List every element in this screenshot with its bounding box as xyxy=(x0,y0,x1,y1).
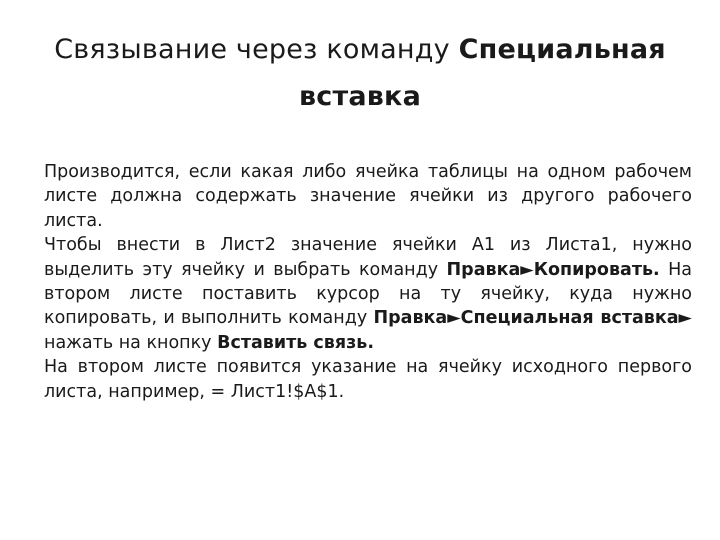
paragraph-intro-text: Производится, если какая либо ячейка таблицы на одном рабочем листе должна содержать значение ячейки из другого рабочего листа. xyxy=(44,162,692,231)
paragraph-result xyxy=(44,355,692,404)
paragraph-instructions xyxy=(44,233,692,355)
command-copy: Правка►Копировать. xyxy=(446,259,660,280)
slide-body xyxy=(44,160,692,404)
instructions-text-2: На втором листе поставить курсор на ту ячейку, куда нужно копировать, и выполнить команду xyxy=(44,259,693,329)
paragraph-result-text: На втором листе появится указание на ячейку исходного первого листа, например, = Лист1!$A$1. xyxy=(44,357,692,402)
paragraph-intro xyxy=(44,160,692,233)
title-text: Связывание через команду xyxy=(54,34,459,65)
title-bold-text: Специальная вставка xyxy=(299,34,666,112)
instructions-text-3: нажать на кнопку xyxy=(44,332,218,353)
instructions-text-1: Чтобы внести в Лист2 значение ячейки А1 из Листа1, нужно выделить эту ячейку и выбрать команду xyxy=(44,235,692,280)
button-paste-link-ref: Вставить связь. xyxy=(217,332,374,353)
command-paste-special: Правка►Специальная вставка► xyxy=(373,308,692,329)
slide-title xyxy=(30,26,690,120)
